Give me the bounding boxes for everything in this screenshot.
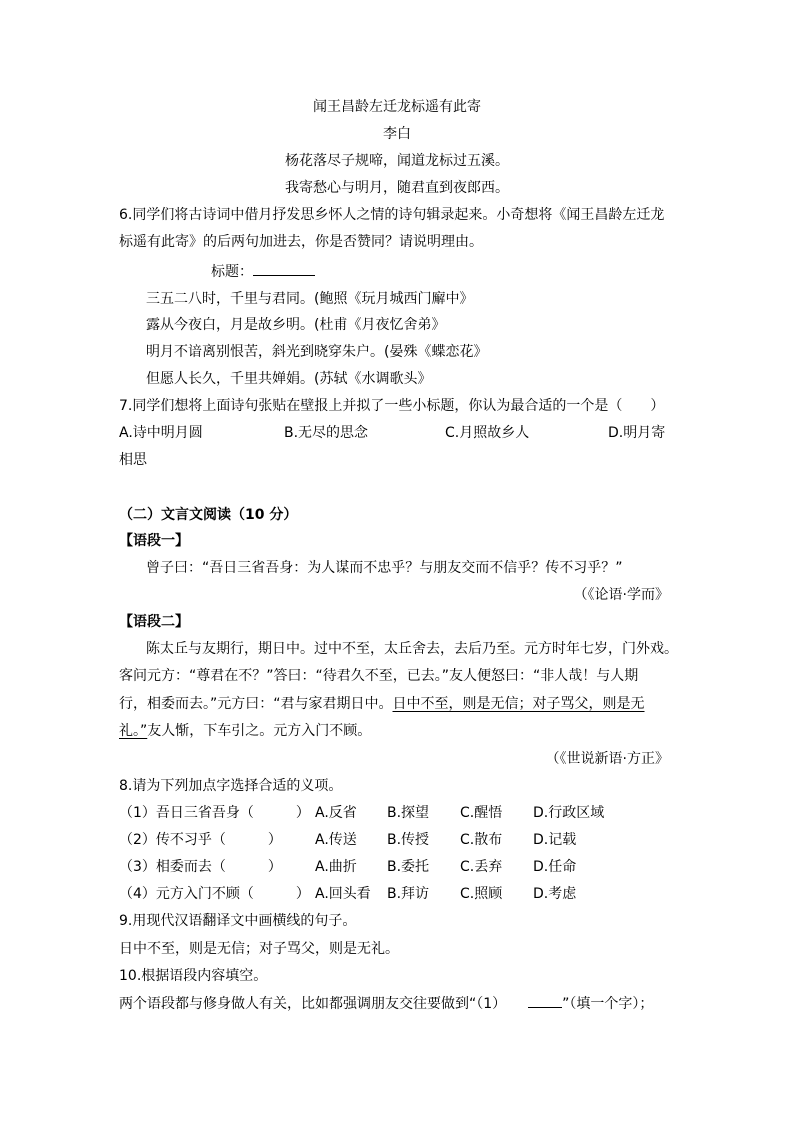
- q8-item-3-b: B.委托: [387, 859, 430, 875]
- quote-4: 但愿人长久，千里共婵娟。(苏轼《水调歌头》: [146, 371, 432, 387]
- para2-underlined-sentence: 日中不至，则是无信；对子骂父，则是无: [392, 696, 645, 712]
- para1-text: 曾子曰：“吾日三省吾身：为人谋而不忠乎？与朋友交而不信乎？传不习乎？”: [146, 560, 623, 576]
- poem-line-1: 杨花落尽子规啼，闻道龙标过五溪。: [285, 153, 509, 169]
- quote-3: 明月不谙离别恨苦，斜光到晓穿朱户。(晏殊《蝶恋花》: [146, 344, 488, 360]
- question-10-text: 10.根据语段内容填空。: [119, 968, 268, 984]
- q7-option-a: A.诗中明月圆: [119, 425, 203, 441]
- title-blank: [253, 261, 315, 276]
- q8-item-2-c: C.散布: [460, 832, 503, 848]
- question-7-text: 7.同学们想将上面诗句张贴在壁报上并拟了一些小标题，你认为最合适的一个是（ ）: [119, 398, 665, 414]
- q8-item-1-a: A.反省: [315, 805, 357, 821]
- q10-blank-1: [528, 993, 562, 1008]
- para1-source: （《论语·学而》: [573, 587, 669, 603]
- q8-item-4-d: D.考虑: [533, 886, 577, 902]
- para2-line-3: [119, 694, 645, 714]
- question-8-text: 8.请为下列加点字选择合适的义项。: [119, 778, 343, 794]
- q7-option-d-wrap: 相思: [119, 452, 147, 468]
- para2-line-3-plain: 行，相委而去。”元方曰：“君与家君期日中。: [119, 696, 393, 712]
- para2-source: （《世说新语·方正》: [545, 751, 669, 767]
- q8-item-4: （4）元方入门不顾（ ）: [119, 886, 310, 902]
- quote-2: 露从今夜白，月是故乡明。(杜甫《月夜忆舍弟》: [146, 317, 446, 333]
- para1-label: 【语段一】: [119, 533, 189, 549]
- q7-option-b: B.无尽的思念: [284, 425, 369, 441]
- q7-option-c: C.月照故乡人: [445, 425, 530, 441]
- q10-fill-suffix: ”（填一个字）；: [562, 996, 654, 1012]
- question-9-text: 9.用现代汉语翻译文中画横线的句子。: [119, 913, 357, 929]
- title-answer-line: [211, 261, 315, 282]
- q8-item-1-c: C.醒悟: [460, 805, 503, 821]
- q8-item-3-c: C.丢弃: [460, 859, 503, 875]
- q8-item-3-a: A.曲折: [315, 859, 357, 875]
- q8-item-2-b: B.传授: [387, 832, 430, 848]
- poem-line-2: 我寄愁心与明月，随君直到夜郎西。: [285, 180, 509, 196]
- poem-author: 李白: [383, 126, 411, 142]
- para2-line-2: 客问元方：“尊君在不？”答曰：“待君久不至，已去。”友人便怒曰：“非人哉！与人期: [119, 668, 639, 684]
- question-9-sentence: 日中不至，则是无信；对子骂父，则是无礼。: [119, 941, 399, 957]
- question-6-text: 6.同学们将古诗词中借月抒发思乡怀人之情的诗句辑录起来。小奇想将《闻王昌龄左迁龙: [119, 207, 665, 223]
- q8-item-3: （3）相委而去（ ）: [119, 859, 282, 875]
- quote-1: 三五二八时，千里与君同。(鲍照《玩月城西门廨中》: [146, 291, 474, 307]
- q8-item-2-a: A.传送: [315, 832, 357, 848]
- para2-line-4: [119, 721, 371, 741]
- q8-item-1-d: D.行政区域: [533, 805, 605, 821]
- poem-title: 闻王昌龄左迁龙标遥有此寄: [313, 99, 481, 115]
- q8-item-4-b: B.拜访: [387, 886, 430, 902]
- q10-fill-prefix: 两个语段都与修身做人有关，比如都强调朋友交往要做到“（1）: [119, 996, 507, 1012]
- title-label: 标题：: [211, 264, 253, 280]
- para2-line-1: 陈太丘与友期行，期日中。过中不至，太丘舍去，去后乃至。元方时年七岁，门外戏。: [146, 641, 678, 657]
- q8-item-4-c: C.照顾: [460, 886, 503, 902]
- q8-item-2-d: D.记载: [533, 832, 577, 848]
- q8-item-1-b: B.探望: [387, 805, 430, 821]
- para2-label: 【语段二】: [119, 614, 189, 630]
- para2-line-4-plain: 友人惭，下车引之。元方入门不顾。: [147, 723, 372, 739]
- question-10-fill-line: [119, 993, 653, 1014]
- q8-item-4-a: A.回头看: [315, 886, 371, 902]
- section-heading: （二）文言文阅读（10 分）: [119, 507, 298, 523]
- question-6-text-cont: 标遥有此寄》的后两句加进去，你是否赞同？请说明理由。: [119, 234, 483, 250]
- q7-option-d: D.明月寄: [608, 425, 666, 441]
- para2-underlined-end: 礼。”: [119, 723, 148, 739]
- q8-item-2: （2）传不习乎（ ）: [119, 832, 282, 848]
- q8-item-3-d: D.任命: [533, 859, 577, 875]
- q8-item-1: （1）吾日三省吾身（ ）: [119, 805, 310, 821]
